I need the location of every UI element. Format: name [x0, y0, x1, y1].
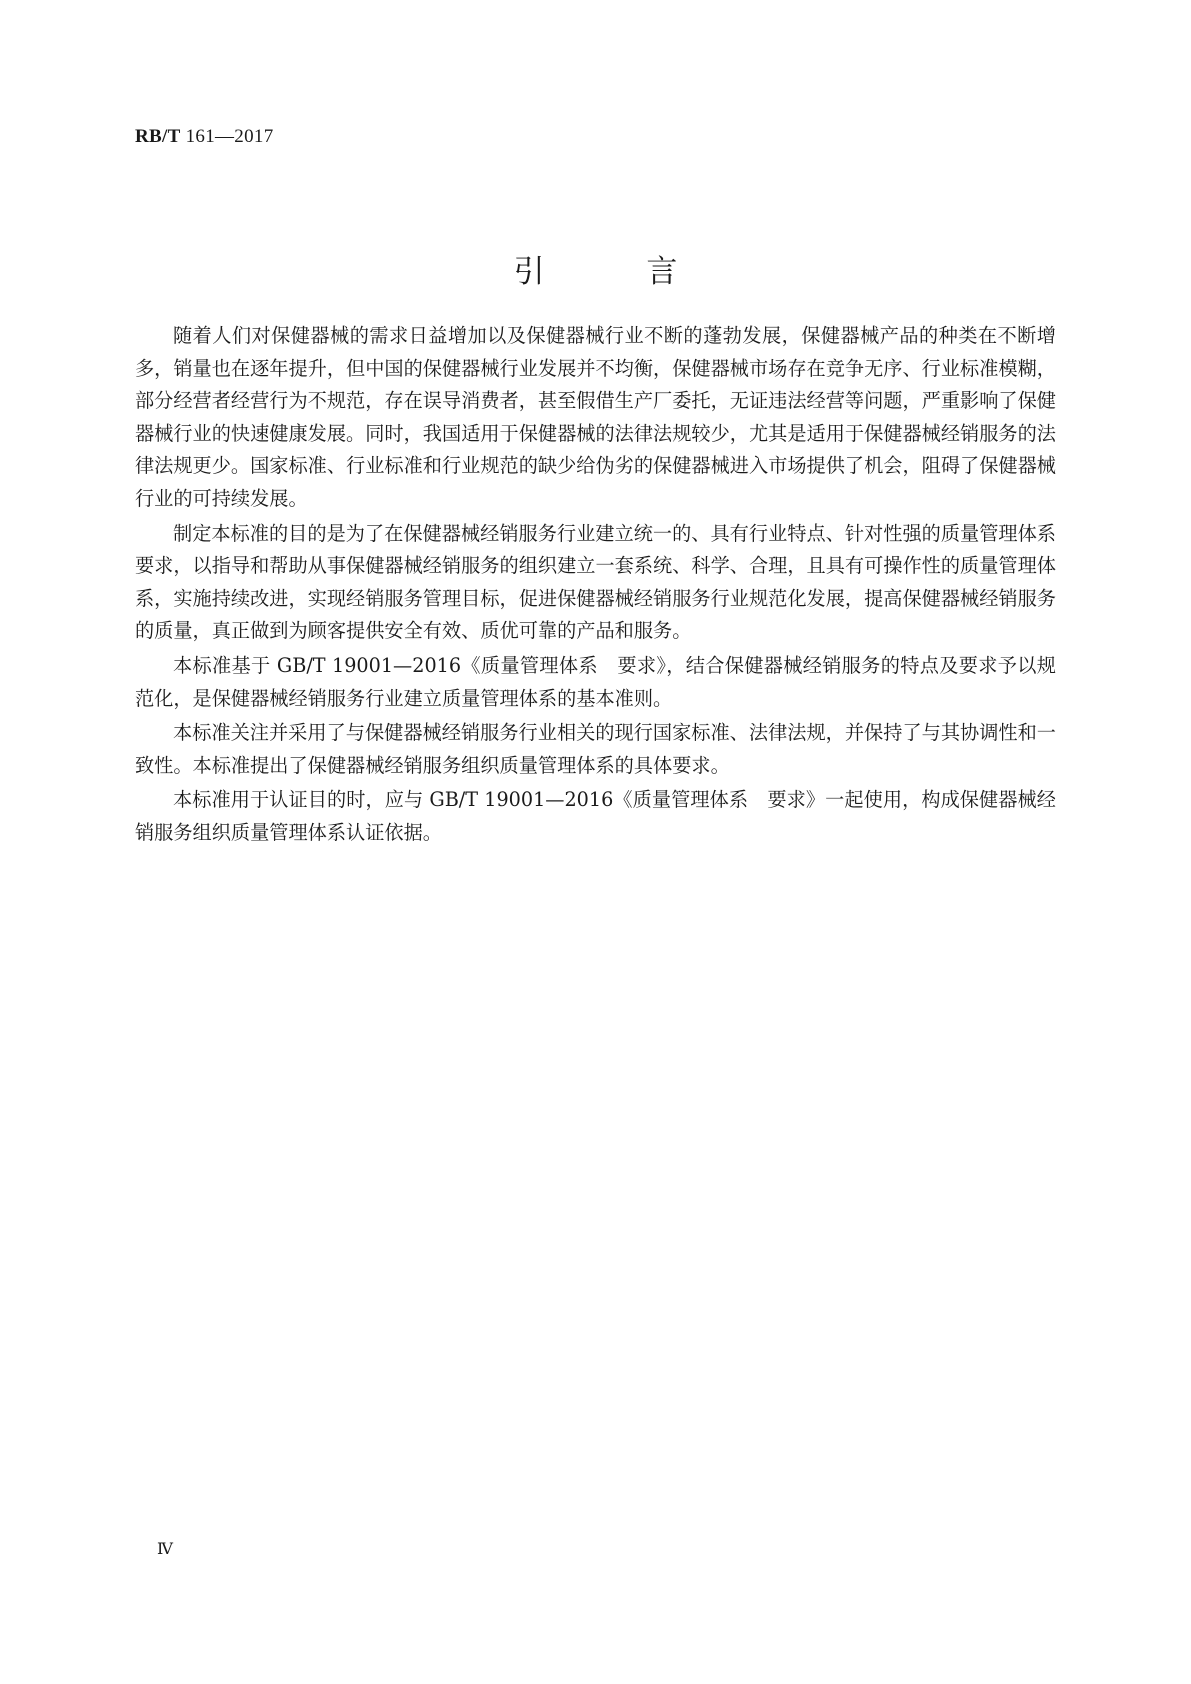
standard-identifier — [135, 126, 274, 148]
standard-number: 161—2017 — [185, 126, 274, 147]
paragraph-1: 随着人们对保健器械的需求日益增加以及保健器械行业不断的蓬勃发展，保健器械产品的种类在不断增多，销量也在逐年提升，但中国的保健器械行业发展并不均衡，保健器械市场存在竞争无序、行业标准模糊，部分经营者经营行为不规范，存在误导消费者，甚至假借生产厂委托，无证违法经营等问题，严重影响了保健器械行业的快速健康发展。同时，我国适用于保健器械的法律法规较少，尤其是适用于保健器械经销服务的法律法规更少。国家标准、行业标准和行业规范的缺少给伪劣的保健器械进入市场提供了机会，阻碍了保健器械行业的可持续发展。 — [135, 324, 1056, 510]
paragraph-4: 本标准关注并采用了与保健器械经销服务行业相关的现行国家标准、法律法规，并保持了与其协调性和一致性。本标准提出了保健器械经销服务组织质量管理体系的具体要求。 — [135, 721, 1056, 777]
paragraph-5: 本标准用于认证目的时，应与 GB/T 19001—2016《质量管理体系 要求》一起使用，构成保健器械经销服务组织质量管理体系认证依据。 — [135, 788, 1056, 844]
section-title: 引 言 — [513, 253, 724, 290]
page-number: Ⅳ — [157, 1541, 173, 1558]
paragraph-2: 制定本标准的目的是为了在保健器械经销服务行业建立统一的、具有行业特点、针对性强的质量管理体系要求，以指导和帮助从事保健器械经销服务的组织建立一套系统、科学、合理，且具有可操作性的质量管理体系，实施持续改进，实现经销服务管理目标，促进保健器械经销服务行业规范化发展，提高保健器械经销服务的质量，真正做到为顾客提供安全有效、质优可靠的产品和服务。 — [135, 521, 1056, 643]
standard-code: RB/T — [135, 126, 181, 147]
introduction-body — [135, 320, 1056, 852]
paragraph-3: 本标准基于 GB/T 19001—2016《质量管理体系 要求》，结合保健器械经销服务的特点及要求予以规范化，是保健器械经销服务行业建立质量管理体系的基本准则。 — [135, 653, 1056, 710]
